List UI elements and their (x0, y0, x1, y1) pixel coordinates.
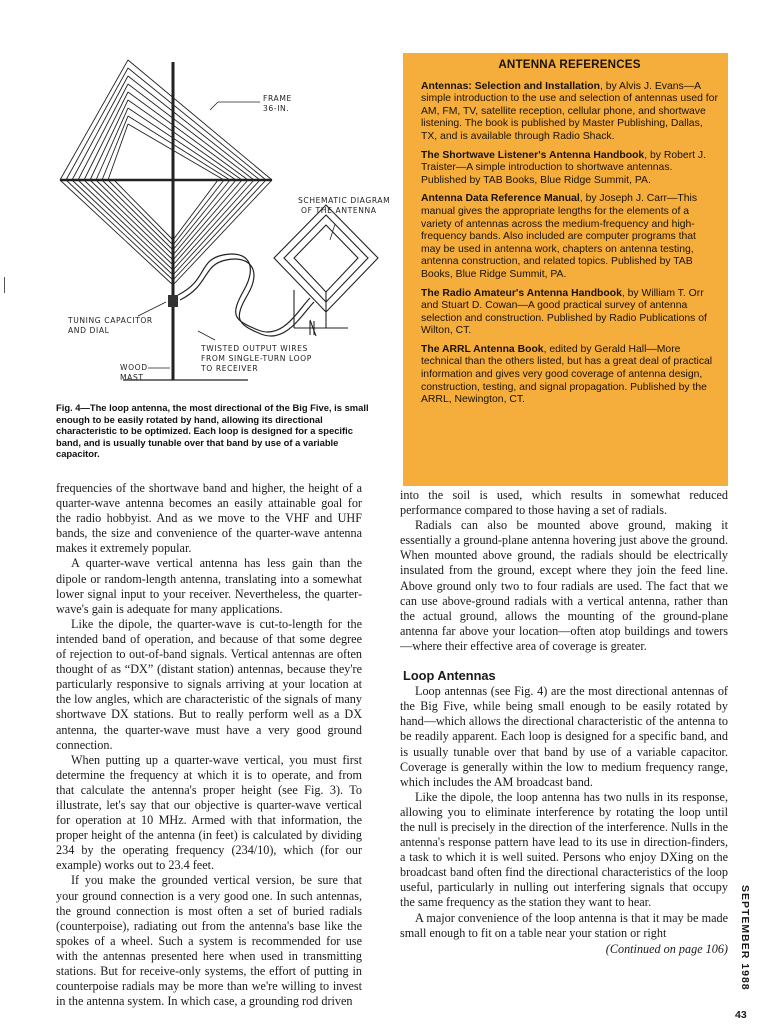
paragraph: A major convenience of the loop antenna is that it may be made small enough to fit on a table near your station or right (400, 910, 728, 940)
reference-item (421, 150, 718, 188)
twisted-output-wires (178, 254, 310, 332)
paragraph: Like the dipole, the quarter-wave is cut-to-length for the intended band of operation, and because of that some degree of rejection to out-of-band signals. Vertical antennas are often thought of as “DX” (distant station) antennas, because they're particularly responsive to signals arriving at your location at the low angles, which are characteristic of the signals of many shortwave DX stations. But to really perform well as a DX antenna, the quarter-wave must have a very good ground connection. (56, 616, 362, 752)
section-heading-loop-antennas: Loop Antennas (403, 668, 496, 684)
tuning-capacitor-dial (168, 295, 178, 307)
reference-text: , edited by Gerald Hall—More technical than the others listed, but has a great deal of practical information and gives very good coverage of antenna design, construction, testing, and signal propagation. Published by the ARRL, Newington, CT. (421, 343, 713, 406)
label-twisted-2: FROM SINGLE-TURN LOOP (201, 354, 312, 363)
paragraph: frequencies of the shortwave band and higher, the height of a quarter-wave antenna becomes an easily attainable goal for the radio hobbyist. And as we move to the VHF and UHF bands, the size and convenience of the quarter-wave antenna makes it extremely popular. (56, 481, 362, 556)
schematic-diagram (274, 205, 378, 336)
body-column-left (56, 481, 362, 1009)
references-title: ANTENNA REFERENCES (498, 58, 641, 71)
body-column-right (400, 488, 728, 957)
reference-item (421, 81, 718, 144)
paragraph: Loop antennas (see Fig. 4) are the most directional antennas of the Big Five, while being small enough to be easily rotated by hand—which allows the directional characteristic of the antenna to be readily apparent. Each loop is designed for a specific band, and is usually tunable over that band by use of a variable capacitor. Coverage is generally within the low to medium frequency range, which includes the AM broadcast band. (400, 684, 728, 789)
antenna-references-box (403, 53, 728, 486)
label-twisted-3: TO RECEIVER (201, 364, 259, 373)
reference-item (421, 288, 718, 338)
label-mast: MAST (120, 373, 144, 382)
reference-title: The Shortwave Listener's Antenna Handbook (421, 149, 645, 161)
reference-text: , by Joseph J. Carr—This manual gives the appropriate lengths for the elements of a variety of antennas across the medium-frequency and high-frequency bands. Also included are computer programs that may be used in antenna work, chapters on antenna testing, antenna construction, and related topics. Published by TAB Books, Blue Ridge Summit, PA. (421, 193, 698, 280)
figure-caption: Fig. 4—The loop antenna, the most directional of the Big Five, is small enough to be easily rotated by hand, allowing its directional characteristic to be optimized. Each loop is designed for a specific band, and is usually tunable over that band by use of a variable capacitor. (56, 402, 369, 460)
label-frame-size: 36-IN. (263, 104, 290, 113)
label-schematic-1: SCHEMATIC DIAGRAM (298, 196, 390, 205)
page-number: 43 (735, 1009, 747, 1021)
margin-mark (4, 277, 5, 293)
continued-note: (Continued on page 106) (605, 941, 728, 956)
label-tuning-2: AND DIAL (68, 326, 110, 335)
figure-loop-antenna (48, 50, 390, 395)
reference-item (421, 344, 718, 407)
reference-item (421, 193, 718, 281)
label-twisted-1: TWISTED OUTPUT WIRES (201, 344, 308, 353)
paragraph: When putting up a quarter-wave vertical, you must first determine the frequency at which it is to operate, and from that calculate the antenna's proper height (see Fig. 3). To illustrate, let's say that our objective is quarter-wave vertical for operation at 10 MHz. Armed with that information, the proper height of the antenna (in feet) is calculated by dividing 234 by the operating frequency (234/10), which (for our example) works out to 23.4 feet. (56, 752, 362, 873)
reference-title: The ARRL Antenna Book (421, 343, 544, 355)
label-frame: FRAME (263, 94, 292, 103)
paragraph: Radials can also be mounted above ground, making it essentially a ground-plane antenna hovering just above the ground. When mounted above ground, the radials should be electrically insulated from the ground, except where they join the feed line. Above ground only two to four radials are used. The fact that we can use above-ground radials with a vertical antenna, rather than the actual ground, allows the mounting of the ground-plane antenna far above your location—often atop buildings and towers—where their effective area of coverage is greater. (400, 518, 728, 653)
label-wood: WOOD (120, 363, 148, 372)
reference-text: , by William T. Orr and Stuart D. Cowan—A good practical survey of antenna selection and construction. Published by Radio Publications of Wilton, CT. (421, 287, 707, 337)
reference-text: , by Robert J. Traister—A simple introduction to shortwave antennas. Published by TAB Books, Blue Ridge Summit, PA. (421, 149, 707, 186)
paragraph: into the soil is used, which results in somewhat reduced performance compared to those having a set of radials. (400, 488, 728, 518)
loop-antenna-illustration (48, 50, 390, 395)
issue-date-vertical (737, 885, 753, 1015)
reference-title: Antennas: Selection and Installation (421, 80, 600, 92)
label-schematic-2: OF THE ANTENNA (301, 206, 377, 215)
loop-frame-drawing (60, 60, 272, 285)
reference-title: The Radio Amateur's Antenna Handbook (421, 287, 622, 299)
issue-date: SEPTEMBER 1988 (739, 885, 751, 991)
paragraph: Like the dipole, the loop antenna has two nulls in its response, allowing you to eliminate interference by rotating the loop until the null is precisely in the direction of the interference. Nulls in the antenna's response pattern have lead to its use in direction-finders, a task to which it is well suited. Persons who enjoy DXing on the broadcast band often find the directional characteristics of the loop useful, particularly in nulling out interfering signals that occupy the same frequency as the station they want to hear. (400, 789, 728, 910)
paragraph: If you make the grounded vertical version, be sure that your ground connection is a very good one. In such antennas, the ground connection is most often a set of buried radials (counterpoise), radiating out from the antenna's base like the spokes of a wheel. Such a system is recommended for use with the antennas presented here when used in transmitting stations. But for receive-only systems, the effort of putting in counterpoise radials may be more than we're willing to invest in the antenna system. In which case, a grounding rod driven (56, 873, 362, 1009)
reference-text: , by Alvis J. Evans—A simple introduction to the use and selection of antennas used for AM, FM, TV, satellite reception, cellular phone, and shortwave listening. The book is published by Master Publishing, Dallas, TX, and is available through Radio Shack. (421, 80, 718, 142)
paragraph: A quarter-wave vertical antenna has less gain than the dipole or random-length antenna, translating into a somewhat lower signal input to your receiver. Nevertheless, the quarter-wave's gain is adequate for many applications. (56, 556, 362, 616)
label-tuning-1: TUNING CAPACITOR (68, 316, 153, 325)
reference-title: Antenna Data Reference Manual (421, 193, 580, 205)
